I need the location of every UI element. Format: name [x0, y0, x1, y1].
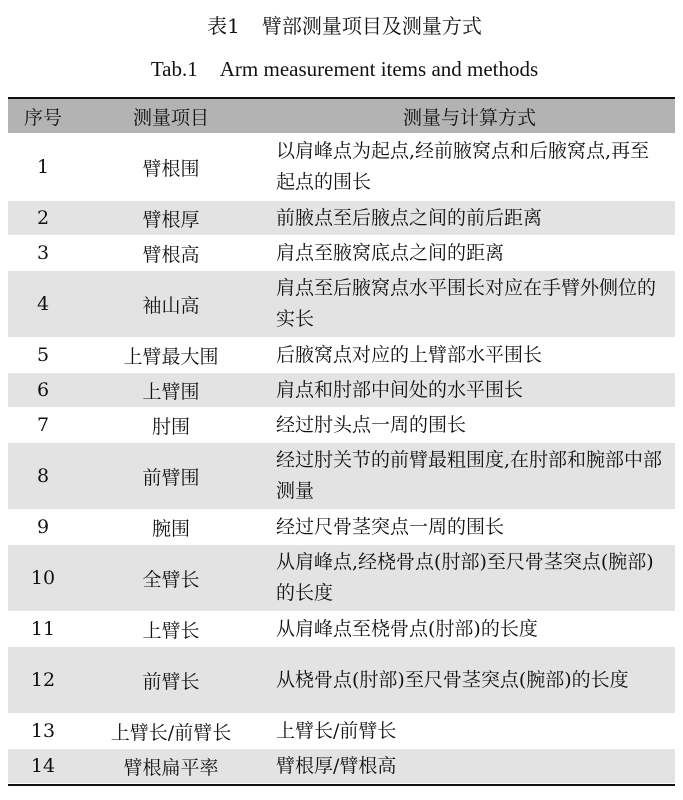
row-number: 5 — [8, 338, 78, 373]
row-number: 3 — [8, 236, 78, 271]
row-item: 前臂长 — [78, 647, 264, 714]
row-number: 12 — [8, 647, 78, 714]
table-caption-en — [0, 57, 683, 81]
table-caption-cn — [0, 14, 683, 38]
row-method: 经过肘关节的前臂最粗围度,在肘部和腕部中部测量 — [264, 443, 675, 510]
header-row — [8, 99, 675, 134]
row-number: 9 — [8, 510, 78, 545]
row-method: 臂根厚/臂根高 — [264, 749, 675, 784]
row-method: 从肩峰点至桡骨点(肘部)的长度 — [264, 612, 675, 647]
row-method: 后腋窝点对应的上臂部水平围长 — [264, 338, 675, 373]
row-method: 经过尺骨茎突点一周的围长 — [264, 510, 675, 545]
table-number-en: Tab.1 — [150, 57, 198, 81]
row-item: 臂根围 — [78, 134, 264, 201]
row-method: 肩点至后腋窝点水平围长对应在手臂外侧位的实长 — [264, 271, 675, 338]
row-item: 上臂围 — [78, 373, 264, 408]
table-row — [8, 714, 675, 749]
row-method: 前腋点至后腋点之间的前后距离 — [264, 201, 675, 236]
row-method: 上臂长/前臂长 — [264, 714, 675, 749]
row-item: 腕围 — [78, 510, 264, 545]
table-number-cn: 表1 — [207, 14, 240, 38]
table-row — [8, 134, 675, 201]
row-method: 以肩峰点为起点,经前腋窝点和后腋窝点,再至起点的围长 — [264, 134, 675, 201]
row-number: 4 — [8, 271, 78, 338]
row-method: 从桡骨点(肘部)至尺骨茎突点(腕部)的长度 — [264, 647, 675, 714]
row-item: 全臂长 — [78, 545, 264, 612]
table-row — [8, 510, 675, 545]
row-method: 肩点至腋窝底点之间的距离 — [264, 236, 675, 271]
table-title-en: Arm measurement items and methods — [219, 57, 539, 81]
table-row — [8, 647, 675, 714]
row-number: 2 — [8, 201, 78, 236]
table-row — [8, 749, 675, 784]
header-number: 序号 — [8, 99, 78, 134]
row-item: 袖山高 — [78, 271, 264, 338]
table-row — [8, 271, 675, 338]
table-row — [8, 338, 675, 373]
row-number: 8 — [8, 443, 78, 510]
row-item: 上臂长 — [78, 612, 264, 647]
table-row — [8, 236, 675, 271]
table-row — [8, 545, 675, 612]
row-item: 上臂长/前臂长 — [78, 714, 264, 749]
table-row — [8, 408, 675, 443]
table-row — [8, 373, 675, 408]
header-item: 测量项目 — [78, 99, 264, 134]
row-item: 前臂围 — [78, 443, 264, 510]
row-item: 上臂最大围 — [78, 338, 264, 373]
table-row — [8, 201, 675, 236]
row-number: 6 — [8, 373, 78, 408]
row-item: 肘围 — [78, 408, 264, 443]
row-number: 10 — [8, 545, 78, 612]
row-number: 7 — [8, 408, 78, 443]
row-method: 经过肘头点一周的围长 — [264, 408, 675, 443]
row-number: 14 — [8, 749, 78, 784]
table-row — [8, 443, 675, 510]
row-method: 从肩峰点,经桡骨点(肘部)至尺骨茎突点(腕部)的长度 — [264, 545, 675, 612]
row-item: 臂根扁平率 — [78, 749, 264, 784]
row-number: 1 — [8, 134, 78, 201]
row-number: 13 — [8, 714, 78, 749]
table-row — [8, 612, 675, 647]
row-number: 11 — [8, 612, 78, 647]
measurement-table-wrapper — [8, 97, 675, 786]
header-method: 测量与计算方式 — [264, 99, 675, 134]
table-title-cn: 臂部测量项目及测量方式 — [261, 14, 482, 38]
row-item: 臂根高 — [78, 236, 264, 271]
row-method: 肩点和肘部中间处的水平围长 — [264, 373, 675, 408]
measurement-table — [8, 99, 675, 784]
row-item: 臂根厚 — [78, 201, 264, 236]
